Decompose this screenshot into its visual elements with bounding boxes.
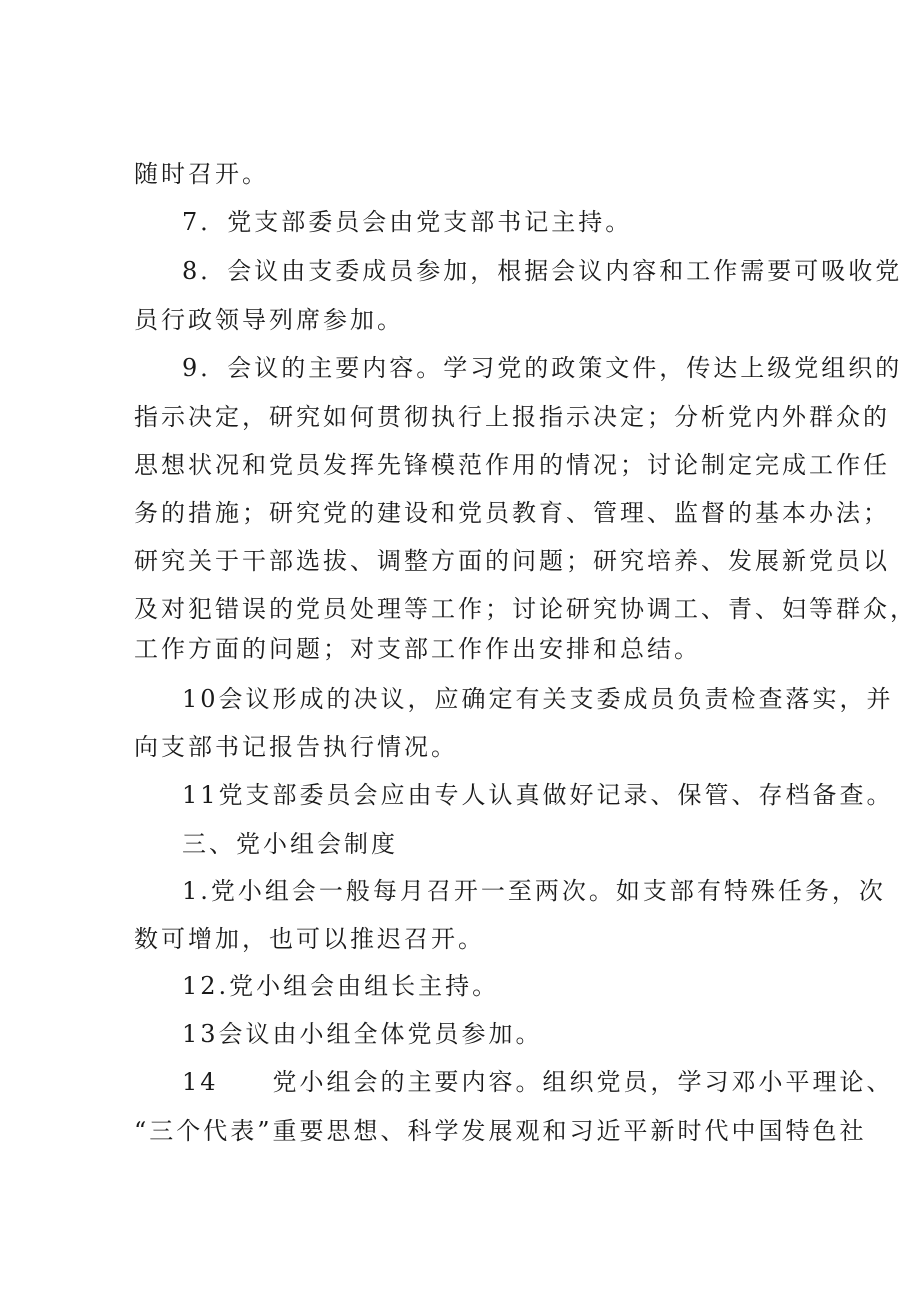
- text-line: 11党支部委员会应由专人认真做好记录、保管、存档备查。: [182, 781, 894, 809]
- text-line: 12.党小组会由组长主持。: [182, 972, 500, 1000]
- text-line: 指示决定，研究如何贯彻执行上报指示决定；分析党内外群众的: [134, 403, 890, 431]
- text-line: 1.党小组会一般每月召开一至两次。如支部有特殊任务，次: [182, 877, 886, 905]
- text-line: 研究关于干部选拔、调整方面的问题；研究培养、发展新党员以: [134, 547, 890, 575]
- text-line: 10会议形成的决议，应确定有关支委成员负责检查落实，并: [182, 685, 894, 713]
- text-line: 8．会议由支委成员参加，根据会议内容和工作需要可吸收党: [182, 257, 903, 285]
- text-line: 及对犯错误的党员处理等工作；讨论研究协调工、青、妇等群众，: [134, 595, 917, 623]
- text-line: 14 党小组会的主要内容。组织党员，学习邓小平理论、: [182, 1068, 894, 1096]
- text-line: 9．会议的主要内容。学习党的政策文件，传达上级党组织的: [182, 354, 903, 382]
- text-line: 7．党支部委员会由党支部书记主持。: [182, 208, 633, 236]
- text-line: 向支部书记报告执行情况。: [134, 733, 458, 761]
- text-line: 思想状况和党员发挥先锋模范作用的情况；讨论制定完成工作任: [134, 451, 890, 479]
- text-line: 工作方面的问题；对支部工作作出安排和总结。: [134, 635, 701, 663]
- text-line: 随时召开。: [134, 160, 269, 188]
- text-line: 数可增加，也可以推迟召开。: [134, 925, 485, 953]
- text-line: “三个代表”重要思想、科学发展观和习近平新时代中国特色社: [134, 1117, 867, 1145]
- text-line: 务的措施；研究党的建设和党员教育、管理、监督的基本办法；: [134, 499, 890, 527]
- text-line: 13会议由小组全体党员参加。: [182, 1020, 543, 1048]
- section-heading: 三、党小组会制度: [182, 830, 398, 858]
- text-line: 员行政领导列席参加。: [134, 306, 404, 334]
